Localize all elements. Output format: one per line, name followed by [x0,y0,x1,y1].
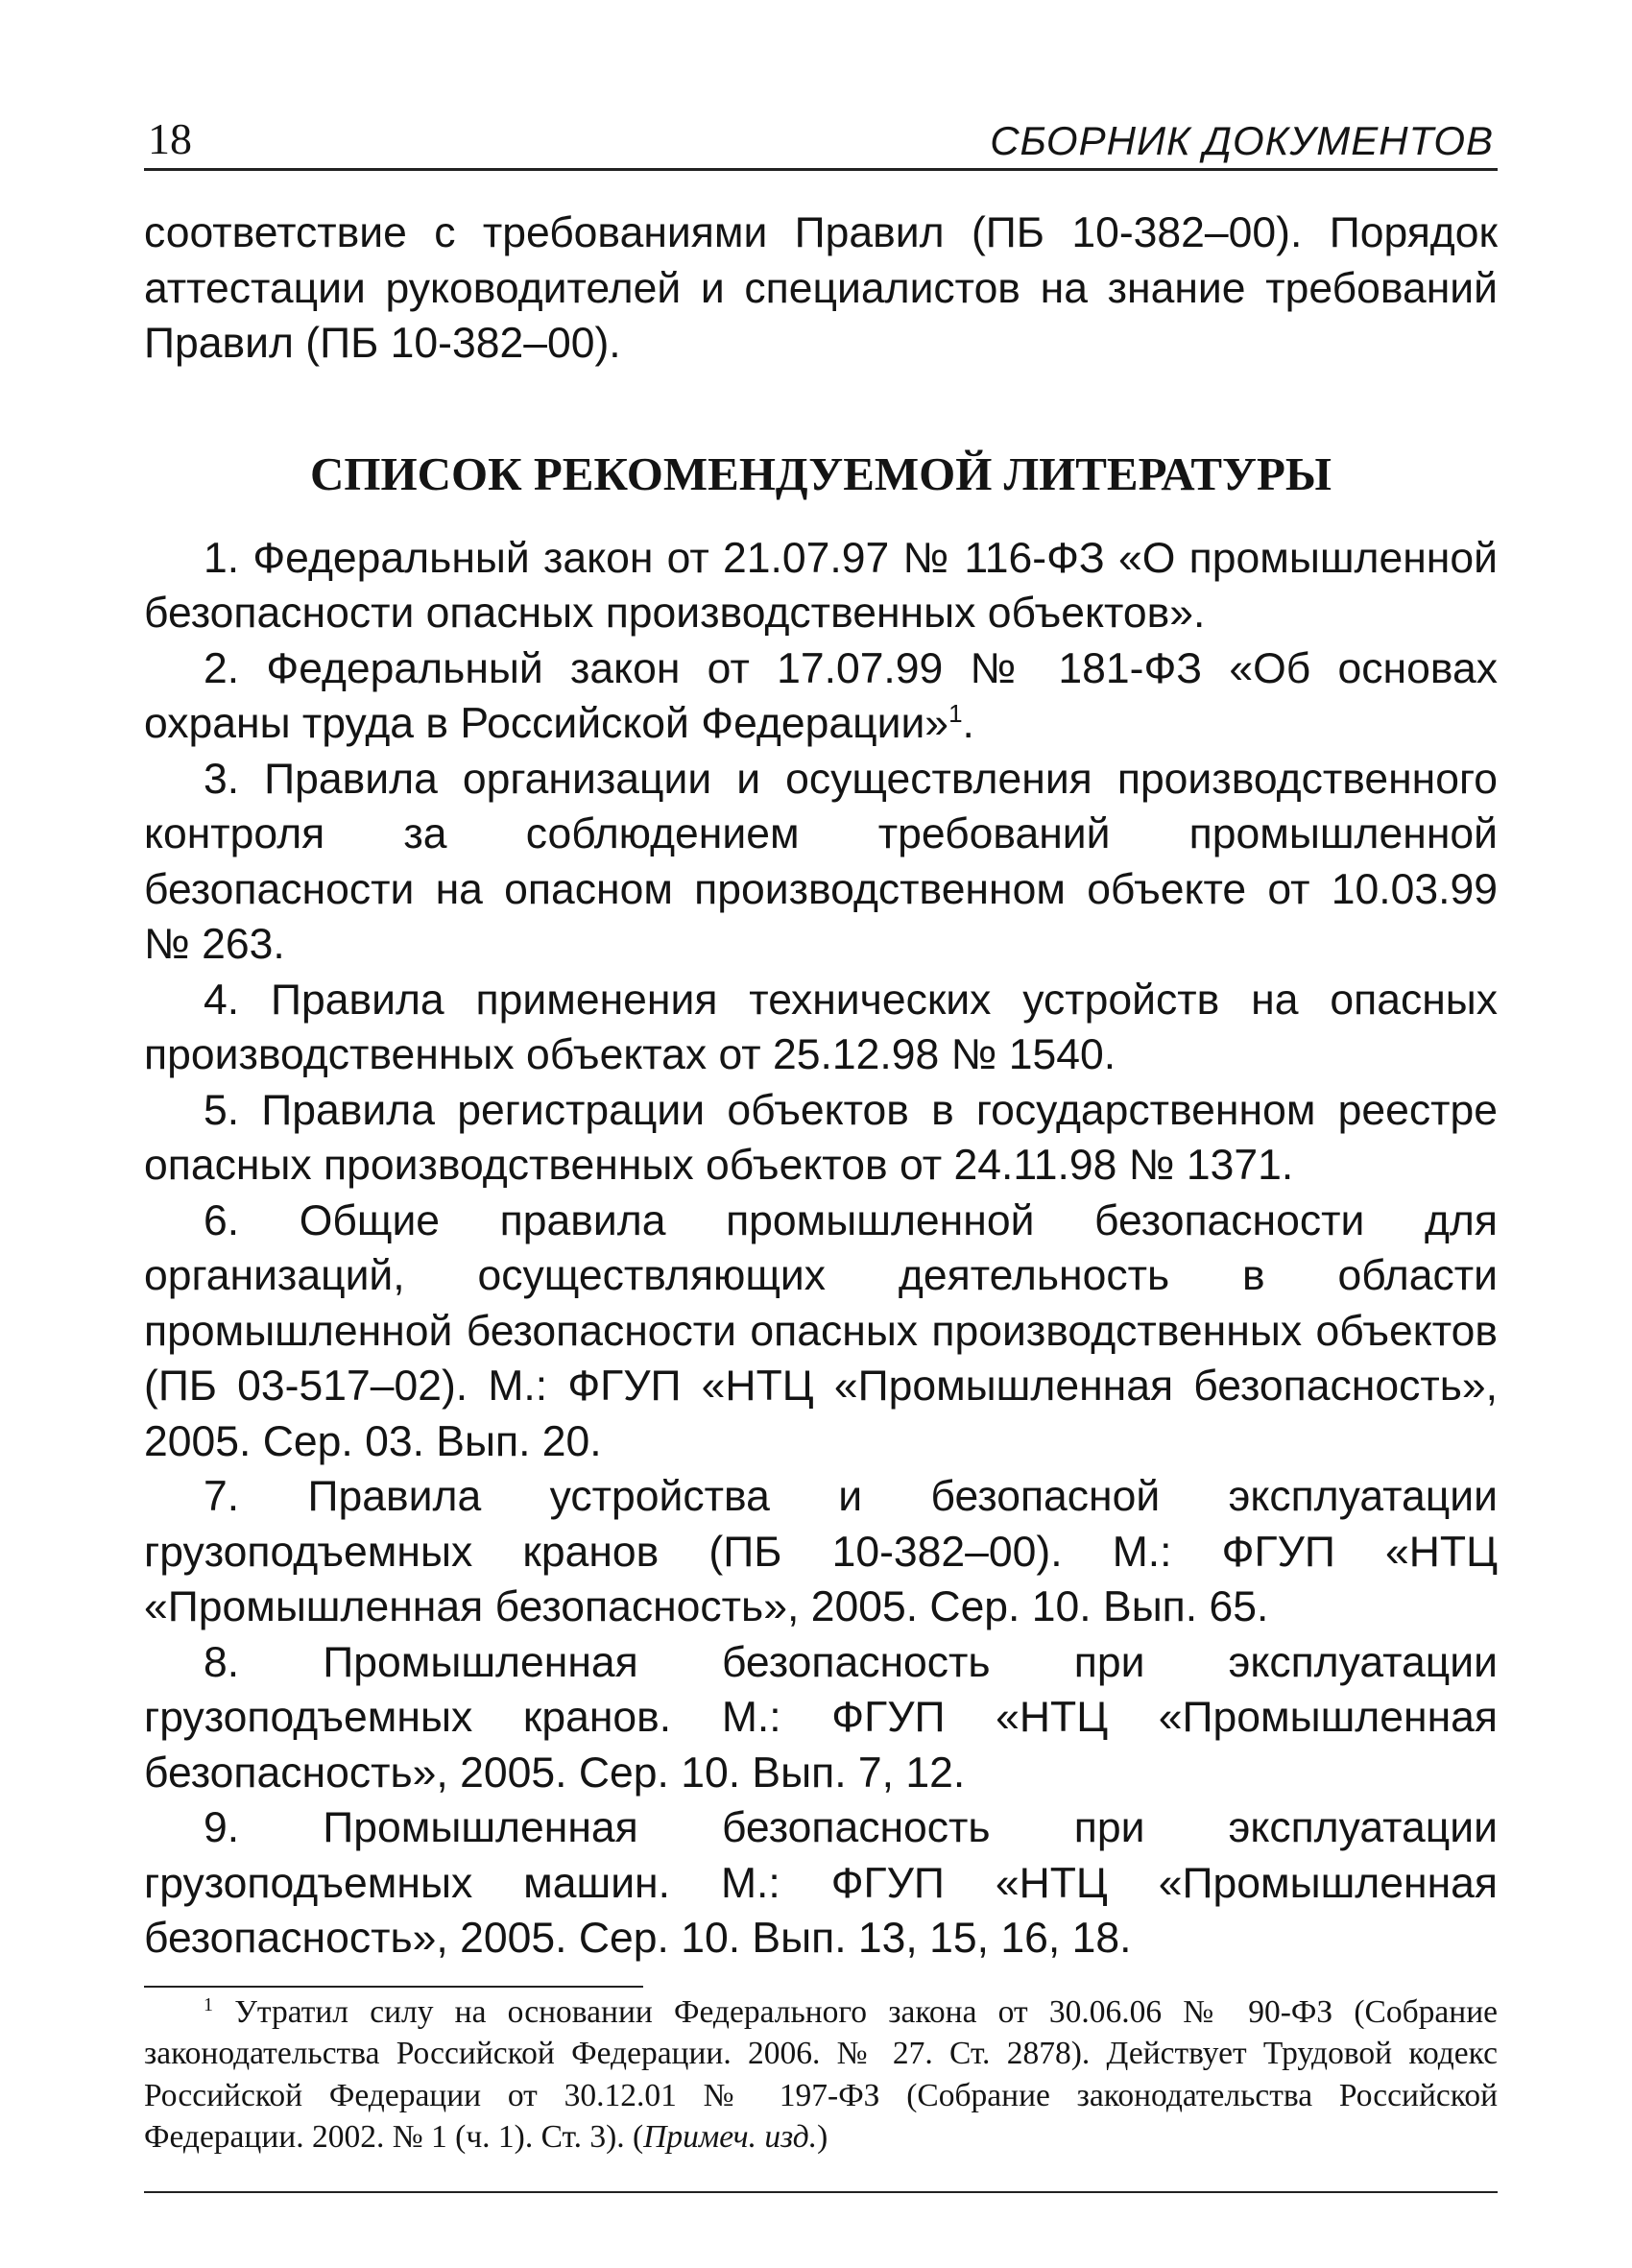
literature-item-tail: . [962,700,974,747]
running-title: СБОРНИК ДОКУМЕНТОВ [990,118,1494,163]
page-number: 18 [148,114,192,163]
footnote [144,1991,1498,2159]
literature-item-text: 7. Правила устройства и безопасной эксплуатации грузоподъемных кранов (ПБ 10-382–00). М.: ФГУП «НТЦ «Промышленная безопасность», 2005. Сер. 10. Вып. 65. [144,1473,1498,1630]
literature-item [144,973,1498,1083]
literature-item-text: 2. Федеральный закон от 17.07.99 № 181-ФЗ «Об основах охраны труда в Российской Федерации» [144,644,1498,747]
literature-list [144,531,1498,1966]
literature-item-text: 4. Правила применения технических устройств на опасных производственных объектах от 25.12.98 № 1540. [144,976,1498,1078]
literature-item [144,1800,1498,1966]
footnote-close: ) [817,2119,828,2155]
literature-item [144,752,1498,973]
literature-item [144,1083,1498,1194]
section-title: СПИСОК РЕКОМЕНДУЕМОЙ ЛИТЕРАТУРЫ [309,446,1332,500]
literature-item-text: 9. Промышленная безопасность при эксплуатации грузоподъемных машин. М.: ФГУП «НТЦ «Промышленная безопасность», 2005. Сер. 10. Вып. 13, 15, 16, 18. [144,1804,1498,1962]
literature-item-text: 8. Промышленная безопасность при эксплуатации грузоподъемных кранов. М.: ФГУП «НТЦ «Промышленная безопасность», 2005. Сер. 10. Вып. 7, 12. [144,1638,1498,1797]
literature-item-text: 6. Общие правила промышленной безопасности для организаций, осуществляющих деятельность в области промышленной безопасности опасных производственных объектов (ПБ 03-517–02). М.: ФГУП «НТЦ «Промышленная безопасность», 2005. Сер. 03. Вып. 20. [144,1196,1498,1465]
literature-item [144,1635,1498,1801]
footnote-marker: 1 [204,1993,213,2015]
literature-item-text: 5. Правила регистрации объектов в государственном реестре опасных производственных объектов от 24.11.98 № 1371. [144,1086,1498,1189]
literature-item [144,641,1498,752]
footnote-editor-note: Примеч. изд. [643,2119,818,2155]
literature-item [144,1469,1498,1635]
intro-paragraph: соответствие с требованиями Правил (ПБ 10-382–00). Порядок аттестации руководителей и специалистов на знание требований Правил (ПБ 10-382–00). [144,209,1498,367]
literature-item [144,1194,1498,1470]
footnote-text: Утратил силу на основании Федерального закона от 30.06.06 № 90-ФЗ (Собрание законодательства Российской Федерации. 2006. № 27. Ст. 2878). Действует Трудовой кодекс Российской Федерации от 30.12.01 № 197-ФЗ (Собрание законодательства Российской Федерации. 2002. № 1 (ч. 1). Ст. 3). ( [144,1993,1498,2155]
document-page [144,106,1498,2193]
running-header [144,106,1498,171]
literature-item-text: 1. Федеральный закон от 21.07.97 № 116-ФЗ «О промышленной безопасности опасных производственных объектов». [144,534,1498,637]
footnote-separator [144,1986,643,1988]
bottom-rule [144,2191,1498,2193]
literature-item [144,531,1498,641]
literature-item-text: 3. Правила организации и осуществления производственного контроля за соблюдением требований промышленной безопасности на опасном производственном объекте от 10.03.99 № 263. [144,755,1498,968]
footnote-reference[interactable]: 1 [948,699,963,729]
